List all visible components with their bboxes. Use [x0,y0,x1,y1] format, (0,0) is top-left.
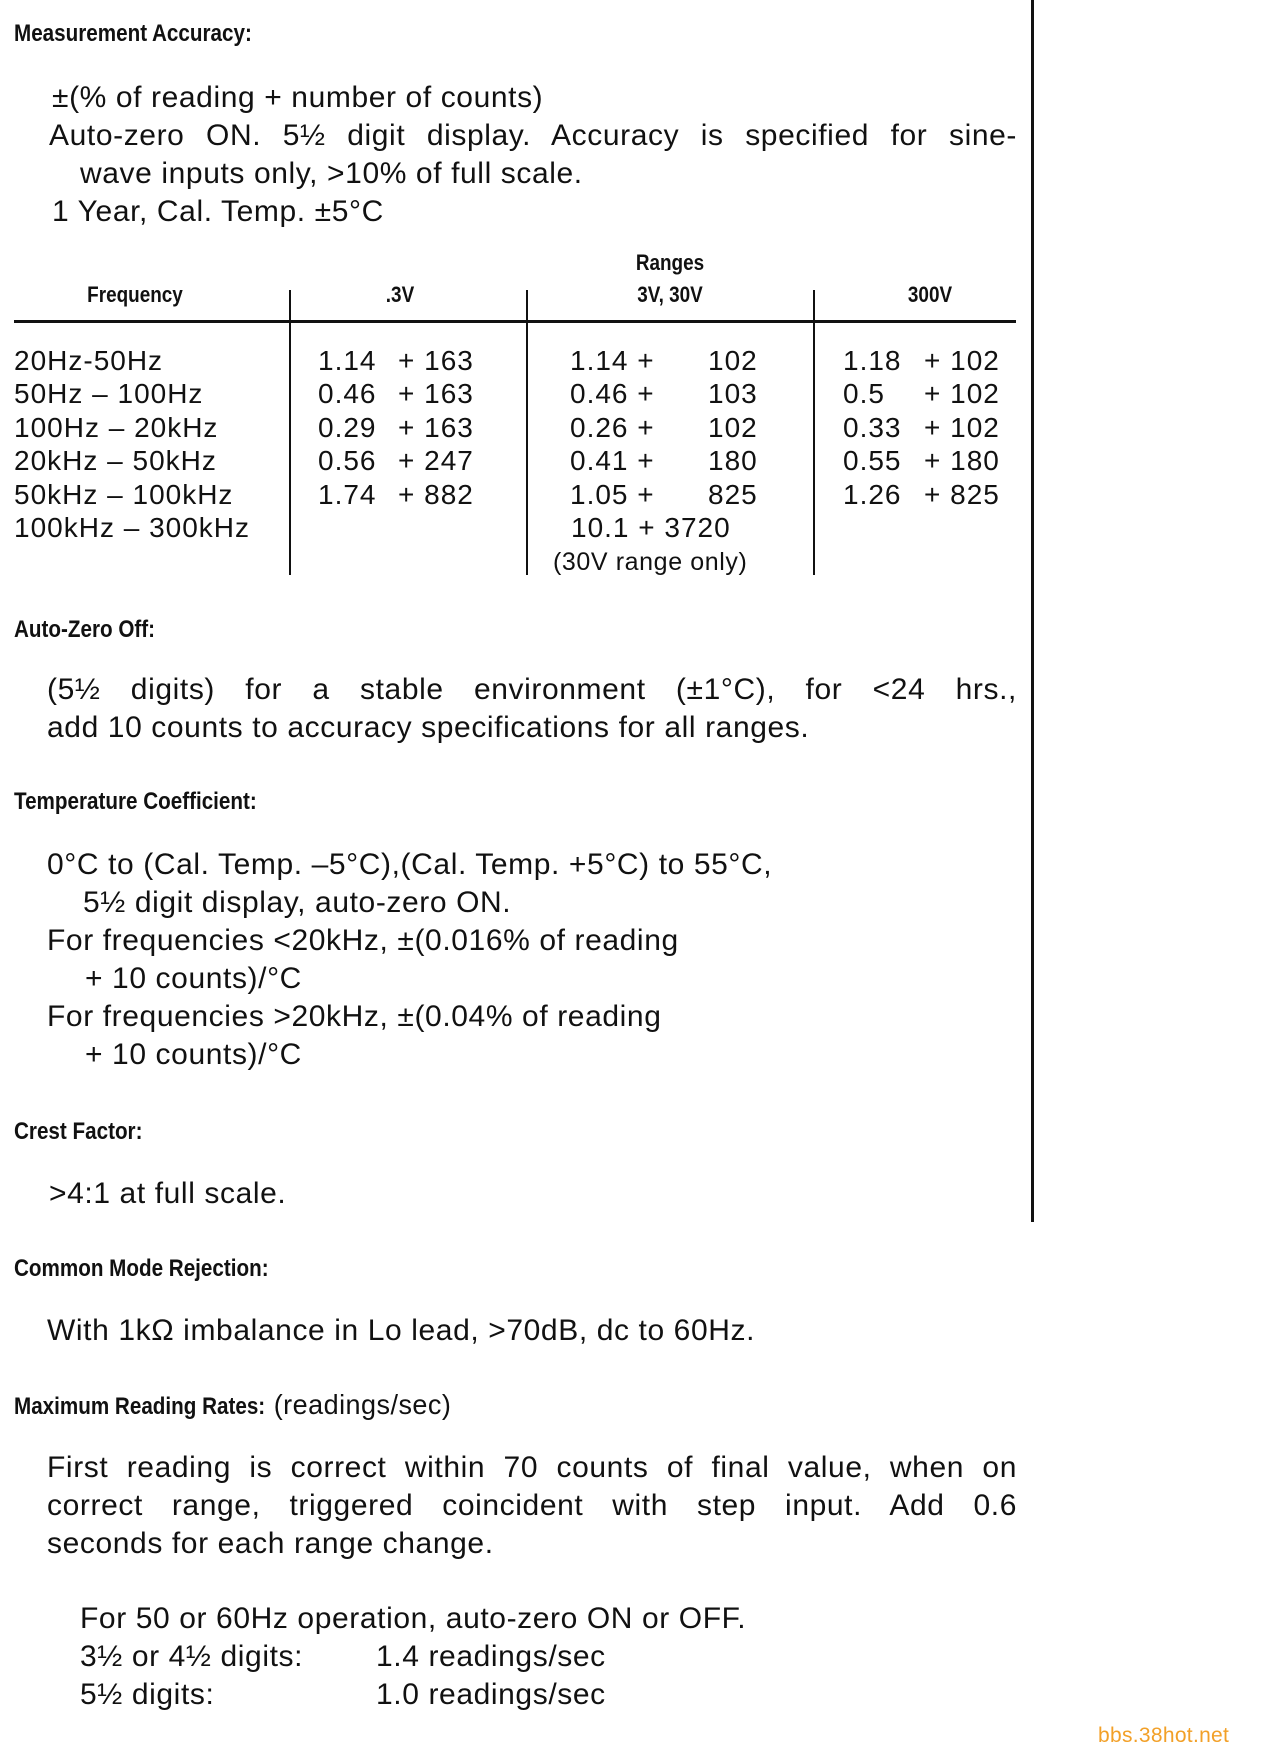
rate-digits-label: 3½ or 4½ digits: [80,1640,304,1673]
table-column-divider [289,290,291,575]
accuracy-line-2: Auto-zero ON. 5½ digit display. Accuracy is specified for sine- [49,119,1017,152]
rate-digits-label: 5½ digits: [80,1678,215,1711]
table-cell-300v: 0.33 [843,412,902,443]
table-cell-03v: + 163 [398,378,474,409]
table-cell-frequency: 100kHz – 300kHz [14,512,251,543]
temp-coef-line-5: For frequencies >20kHz, ±(0.04% of reading [47,1000,662,1033]
table-cell-frequency: 50Hz – 100Hz [14,378,204,409]
table-cell-3v: 0.41 + [570,445,655,476]
reading-rates-line-1: First reading is correct within 70 counts of final value, when on [47,1451,1017,1484]
table-cell-03v: + 163 [398,345,474,376]
table-cell-03v: 1.14 [318,345,377,376]
table-cell-03v: 0.29 [318,412,377,443]
col-header-03v: .3V [385,282,415,307]
table-cell-300v: 0.5 [843,378,885,409]
table-cell-3v: 180 [708,445,758,476]
temp-coef-line-6: + 10 counts)/°C [85,1038,302,1071]
table-cell-03v: + 247 [398,445,474,476]
auto-zero-off-heading: Auto-Zero Off: [14,616,156,643]
table-cell-03v: + 882 [398,479,474,510]
site-watermark: bbs.38hot.net [1098,1724,1230,1747]
table-cell-300v: 1.26 [843,479,902,510]
accuracy-line-4: 1 Year, Cal. Temp. ±5°C [52,195,384,228]
table-cell-frequency: 20kHz – 50kHz [14,445,217,476]
table-cell-03v: 1.74 [318,479,377,510]
temp-coef-line-4: + 10 counts)/°C [85,962,302,995]
table-cell-3v: 0.46 + [570,378,655,409]
accuracy-line-3: wave inputs only, >10% of full scale. [80,157,583,190]
table-cell-300v: + 180 [924,445,1000,476]
table-cell-3v: 102 [708,412,758,443]
table-footnote: (30V range only) [553,548,748,576]
operation-line: For 50 or 60Hz operation, auto-zero ON or OFF. [80,1602,747,1635]
maximum-reading-rates-heading [14,1389,452,1421]
maximum-reading-rates-title: Maximum Reading Rates: [14,1393,266,1420]
table-cell-3v: 825 [708,479,758,510]
col-header-3v-30v: 3V, 30V [637,282,703,307]
auto-zero-off-line-1: (5½ digits) for a stable environment (±1°C), for <24 hrs., [47,673,1017,706]
table-cell-3v: 102 [708,345,758,376]
table-cell-300v: + 825 [924,479,1000,510]
temp-coef-line-2: 5½ digit display, auto-zero ON. [83,886,512,919]
table-cell-300v: + 102 [924,345,1000,376]
temp-coef-line-3: For frequencies <20kHz, ±(0.016% of reading [47,924,679,957]
table-cell-03v: 0.46 [318,378,377,409]
table-cell-frequency: 20Hz-50Hz [14,345,164,376]
table-cell-3v: 1.05 + [570,479,655,510]
table-header-rule [14,320,1016,323]
table-cell-03v: 0.56 [318,445,377,476]
rate-value: 1.4 readings/sec [376,1640,606,1673]
crest-factor-line-1: >4:1 at full scale. [49,1177,287,1210]
col-header-frequency: Frequency [87,282,183,307]
table-column-divider [526,290,528,575]
table-column-divider [813,290,815,575]
reading-rates-line-2: correct range, triggered coincident with step input. Add 0.6 [47,1489,1017,1522]
common-mode-rejection-line-1: With 1kΩ imbalance in Lo lead, >70dB, dc to 60Hz. [47,1314,756,1347]
table-cell-300v: 1.18 [843,345,902,376]
table-cell-300v: + 102 [924,378,1000,409]
table-cell-3v: 0.26 + [570,412,655,443]
table-cell-3v: 103 [708,378,758,409]
table-cell-300v: 0.55 [843,445,902,476]
rate-value: 1.0 readings/sec [376,1678,606,1711]
common-mode-rejection-heading: Common Mode Rejection: [14,1255,269,1282]
reading-rates-line-3: seconds for each range change. [47,1527,494,1560]
col-header-300v: 300V [907,282,953,307]
measurement-accuracy-heading: Measurement Accuracy: [14,20,252,47]
table-cell-300v: + 102 [924,412,1000,443]
crest-factor-heading: Crest Factor: [14,1118,143,1145]
table-cell-3v: 1.14 + [570,345,655,376]
temp-coef-line-1: 0°C to (Cal. Temp. –5°C),(Cal. Temp. +5°C) to 55°C, [47,848,773,881]
margin-rule [1031,0,1034,1222]
table-cell-frequency: 100Hz – 20kHz [14,412,219,443]
auto-zero-off-line-2: add 10 counts to accuracy specifications for all ranges. [47,711,810,744]
table-cell-frequency: 50kHz – 100kHz [14,479,234,510]
temperature-coefficient-heading: Temperature Coefficient: [14,788,257,815]
ranges-group-header: Ranges [635,250,705,275]
table-cell-3v: 10.1 + 3720 [571,512,731,543]
maximum-reading-rates-unit: (readings/sec) [273,1389,452,1420]
accuracy-line-1: ±(% of reading + number of counts) [52,81,544,114]
table-cell-03v: + 163 [398,412,474,443]
